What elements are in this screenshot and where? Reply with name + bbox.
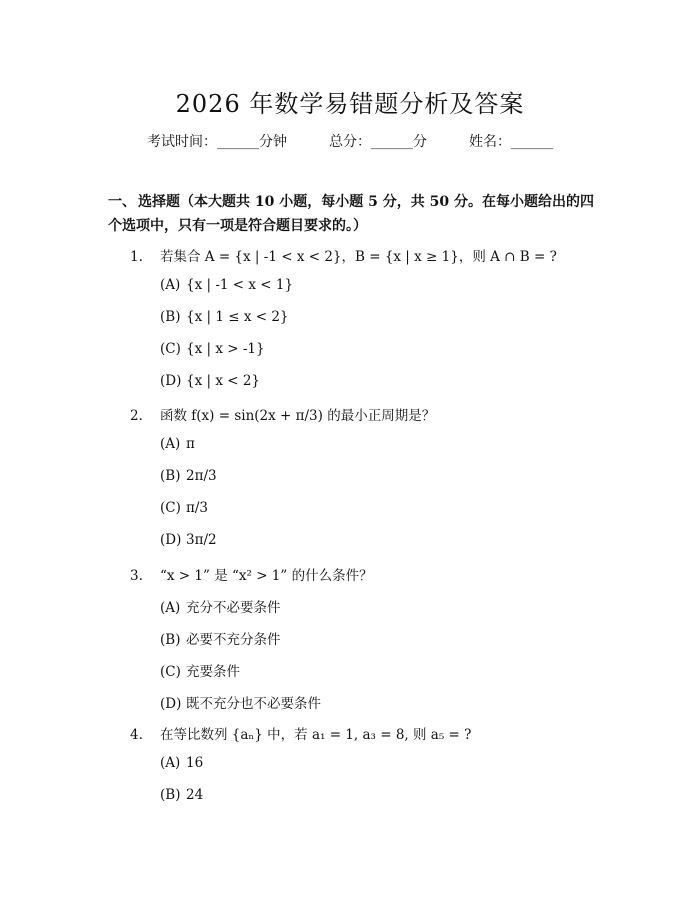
section-heading — [108, 190, 598, 238]
student-name-field: 姓名：______ — [469, 134, 553, 150]
page-title: 2026 年数学易错题分析及答案 — [175, 90, 525, 118]
option-text: 既不充分也不必要条件 — [186, 696, 321, 712]
question-number: 3. — [130, 568, 143, 584]
option-text: 必要不充分条件 — [186, 632, 281, 648]
option-letter: (A) — [160, 277, 181, 293]
option-3c — [160, 660, 240, 680]
option-letter: (A) — [160, 600, 181, 616]
option-letter: (B) — [160, 309, 181, 325]
option-3b — [160, 628, 281, 648]
exam-info-line — [0, 131, 700, 151]
option-1a — [160, 277, 293, 293]
option-letter: (B) — [160, 632, 181, 648]
option-text: 16 — [186, 755, 204, 771]
exam-time-field: 考试时间：______分钟 — [147, 134, 287, 150]
option-4a — [160, 755, 203, 771]
option-text: {x | x < 2} — [186, 373, 261, 389]
option-text: π/3 — [186, 500, 209, 516]
question-2 — [130, 404, 435, 424]
option-2c — [160, 500, 208, 516]
option-3d — [160, 692, 321, 712]
question-number: 1. — [130, 249, 143, 265]
option-text: π — [186, 436, 195, 452]
option-letter: (C) — [160, 500, 181, 516]
section-number: 一、 — [108, 194, 136, 210]
question-1 — [130, 245, 557, 265]
option-1b — [160, 309, 289, 325]
option-letter: (C) — [160, 341, 181, 357]
question-text: 函数 f(x) = sin(2x + π/3) 的最小正周期是？ — [160, 408, 436, 424]
option-2a — [160, 436, 195, 452]
section-instructions: 选择题（本大题共 10 小题，每小题 5 分，共 50 分。在每小题给出的四个选项中，只有一项是符合题目要求的。） — [108, 194, 594, 234]
question-number: 2. — [130, 408, 143, 424]
option-1d — [160, 373, 260, 389]
option-letter: (A) — [160, 436, 181, 452]
option-text: 2π/3 — [186, 468, 217, 484]
option-letter: (C) — [160, 664, 181, 680]
option-letter: (D) — [160, 532, 182, 548]
option-text: 24 — [186, 787, 204, 803]
question-text: 若集合 A = {x | -1 < x < 2}，B = {x | x ≥ 1}，则 A ∩ B = ? — [160, 249, 557, 265]
option-letter: (B) — [160, 787, 181, 803]
option-2b — [160, 468, 217, 484]
option-text: {x | -1 < x < 1} — [186, 277, 294, 293]
option-text: 充要条件 — [186, 664, 240, 680]
option-letter: (D) — [160, 373, 182, 389]
option-text: 充分不必要条件 — [186, 600, 281, 616]
option-text: {x | x > -1} — [186, 341, 265, 357]
option-4b — [160, 787, 203, 803]
question-text: “x > 1” 是 “x² > 1” 的什么条件？ — [160, 568, 373, 584]
option-letter: (D) — [160, 696, 182, 712]
option-text: {x | 1 ≤ x < 2} — [186, 309, 289, 325]
question-4 — [130, 723, 471, 743]
option-1c — [160, 341, 265, 357]
question-3 — [130, 564, 373, 584]
option-letter: (B) — [160, 468, 181, 484]
option-text: 3π/2 — [186, 532, 217, 548]
option-letter: (A) — [160, 755, 181, 771]
option-3a — [160, 596, 281, 616]
option-2d — [160, 532, 217, 548]
total-score-field: 总分：______分 — [329, 134, 427, 150]
question-text: 在等比数列 {aₙ} 中，若 a₁ = 1, a₃ = 8, 则 a₅ = ? — [160, 727, 472, 743]
question-number: 4. — [130, 727, 143, 743]
